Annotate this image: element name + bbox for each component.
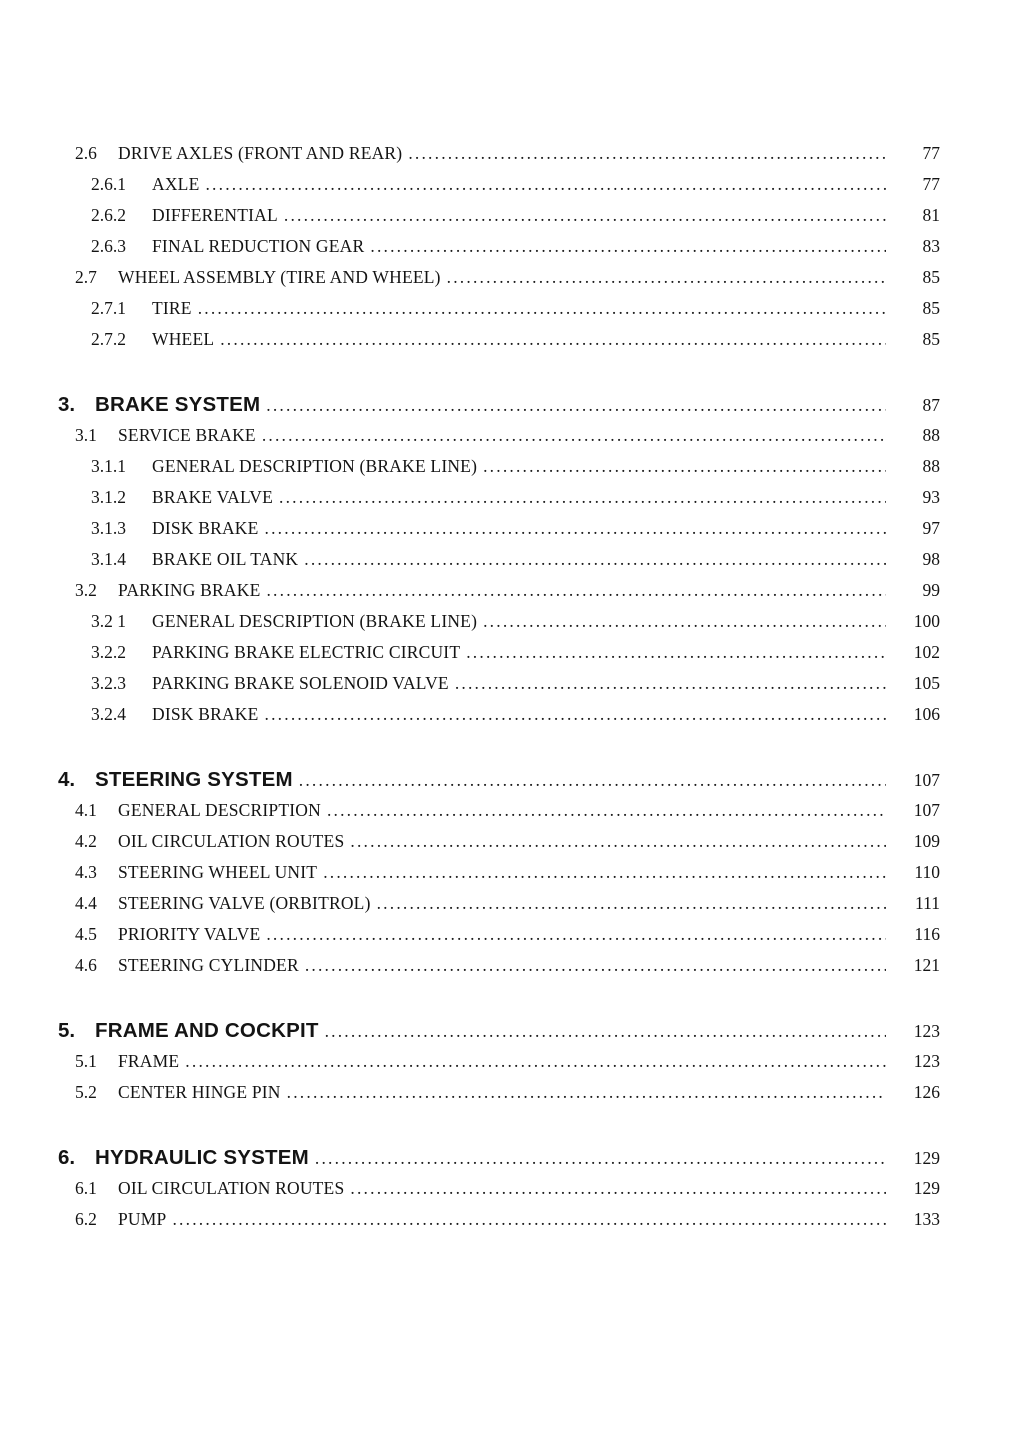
toc-entry [0, 138, 940, 169]
entry-number: 3.2.3 [91, 673, 126, 693]
toc-entry [0, 1204, 940, 1235]
toc-chapter-entry [0, 1015, 940, 1046]
toc-entry [0, 451, 940, 482]
entry-page: 123 [913, 1051, 940, 1071]
entry-title: GENERAL DESCRIPTION (BRAKE LINE) [152, 456, 478, 476]
dot-leader [447, 262, 886, 293]
toc-entry [0, 950, 940, 981]
toc-entry [0, 795, 940, 826]
entry-page: 126 [913, 1082, 940, 1102]
entry-title: STEERING CYLINDER [118, 955, 299, 975]
entry-page: 93 [922, 487, 940, 507]
entry-page: 111 [915, 893, 940, 913]
entry-page: 85 [922, 298, 940, 318]
dot-leader [172, 1204, 886, 1235]
entry-number: 3.2 1 [91, 611, 126, 631]
dot-leader [265, 699, 886, 730]
dot-leader [323, 857, 886, 888]
toc-entry [0, 262, 940, 293]
toc-entry [0, 637, 940, 668]
entry-title: STEERING SYSTEM [95, 768, 293, 791]
dot-leader [220, 324, 886, 355]
entry-page: 110 [914, 862, 940, 882]
toc-entry [0, 1077, 940, 1108]
entry-title: OIL CIRCULATION ROUTES [118, 1178, 345, 1198]
dot-leader [466, 637, 886, 668]
toc-chapter-entry [0, 389, 940, 420]
toc-entry [0, 699, 940, 730]
entry-page: 97 [922, 518, 940, 538]
dot-leader [370, 231, 886, 262]
toc-entry [0, 857, 940, 888]
toc-list [0, 138, 940, 1235]
toc-entry [0, 293, 940, 324]
entry-number: 2.7.1 [91, 298, 126, 318]
dot-leader [185, 1046, 886, 1077]
toc-entry [0, 169, 940, 200]
entry-title: FINAL REDUCTION GEAR [152, 236, 365, 256]
entry-page: 85 [922, 329, 940, 349]
entry-title: SERVICE BRAKE [118, 425, 256, 445]
entry-title: DISK BRAKE [152, 518, 259, 538]
entry-title: BRAKE VALVE [152, 487, 274, 507]
dot-leader [483, 606, 886, 637]
entry-title: BRAKE OIL TANK [152, 549, 299, 569]
entry-title: CENTER HINGE PIN [118, 1082, 281, 1102]
toc-entry [0, 513, 940, 544]
entry-page: 99 [922, 580, 940, 600]
entry-page: 100 [913, 611, 940, 631]
entry-page: 121 [913, 955, 940, 975]
dot-leader [327, 795, 886, 826]
entry-number: 4.2 [75, 831, 97, 851]
entry-number: 6.1 [75, 1178, 97, 1198]
toc-entry [0, 200, 940, 231]
entry-number: 4.3 [75, 862, 97, 882]
entry-page: 106 [913, 704, 940, 724]
entry-number: 4.5 [75, 924, 97, 944]
entry-title: WHEEL [152, 329, 215, 349]
toc-entry [0, 668, 940, 699]
entry-page: 116 [914, 924, 940, 944]
entry-page: 81 [922, 205, 940, 225]
dot-leader [205, 169, 886, 200]
dot-leader [287, 1077, 886, 1108]
entry-title: PARKING BRAKE SOLENOID VALVE [152, 673, 449, 693]
toc-entry [0, 919, 940, 950]
entry-title: BRAKE SYSTEM [95, 393, 261, 416]
dot-leader [198, 293, 886, 324]
entry-number: 2.6.2 [91, 205, 126, 225]
entry-title: PUMP [118, 1209, 167, 1229]
entry-number: 3.1.3 [91, 518, 126, 538]
entry-title: DIFFERENTIAL [152, 205, 278, 225]
entry-number: 3.1 [75, 425, 97, 445]
entry-page: 133 [913, 1209, 940, 1229]
entry-title: DISK BRAKE [152, 704, 259, 724]
entry-page: 83 [922, 236, 940, 256]
entry-page: 87 [922, 395, 940, 415]
entry-number: 4.6 [75, 955, 97, 975]
entry-number: 3.1.1 [91, 456, 126, 476]
toc-entry [0, 1046, 940, 1077]
entry-page: 107 [913, 800, 940, 820]
entry-title: GENERAL DESCRIPTION [118, 800, 321, 820]
entry-title: WHEEL ASSEMBLY (TIRE AND WHEEL) [118, 267, 441, 287]
entry-title: PRIORITY VALVE [118, 924, 261, 944]
entry-number: 2.7.2 [91, 329, 126, 349]
dot-leader [265, 513, 886, 544]
entry-number: 3.1.4 [91, 549, 126, 569]
entry-title: STEERING VALVE (ORBITROL) [118, 893, 371, 913]
entry-number: 3.1.2 [91, 487, 126, 507]
entry-number: 5. [58, 1019, 76, 1042]
entry-page: 85 [922, 267, 940, 287]
dot-leader [408, 138, 886, 169]
entry-page: 105 [913, 673, 940, 693]
dot-leader [455, 668, 886, 699]
entry-number: 3.2.4 [91, 704, 126, 724]
entry-number: 3.2 [75, 580, 97, 600]
entry-title: TIRE [152, 298, 192, 318]
dot-leader [266, 389, 886, 421]
dot-leader [284, 200, 886, 231]
entry-title: FRAME [118, 1051, 180, 1071]
entry-title: PARKING BRAKE [118, 580, 261, 600]
dot-leader [279, 482, 886, 513]
entry-title: OIL CIRCULATION ROUTES [118, 831, 345, 851]
entry-title: GENERAL DESCRIPTION (BRAKE LINE) [152, 611, 478, 631]
entry-title: DRIVE AXLES (FRONT AND REAR) [118, 143, 403, 163]
entry-number: 5.1 [75, 1051, 97, 1071]
toc-entry [0, 324, 940, 355]
toc-entry [0, 575, 940, 606]
entry-page: 77 [922, 174, 940, 194]
toc-entry [0, 482, 940, 513]
toc-entry [0, 606, 940, 637]
toc-chapter-entry [0, 764, 940, 795]
entry-number: 2.6.3 [91, 236, 126, 256]
entry-title: AXLE [152, 174, 200, 194]
entry-page: 129 [913, 1178, 940, 1198]
dot-leader [325, 1015, 886, 1047]
dot-leader [483, 451, 886, 482]
toc-entry [0, 826, 940, 857]
entry-page: 107 [913, 770, 940, 790]
dot-leader [305, 950, 886, 981]
entry-page: 129 [913, 1148, 940, 1168]
entry-number: 3.2.2 [91, 642, 126, 662]
entry-title: STEERING WHEEL UNIT [118, 862, 318, 882]
entry-number: 2.6.1 [91, 174, 126, 194]
entry-number: 2.7 [75, 267, 97, 287]
entry-page: 77 [922, 143, 940, 163]
dot-leader [377, 888, 886, 919]
toc-entry [0, 420, 940, 451]
dot-leader [315, 1142, 886, 1174]
entry-number: 6.2 [75, 1209, 97, 1229]
dot-leader [266, 575, 886, 606]
toc-chapter-entry [0, 1142, 940, 1173]
dot-leader [266, 919, 886, 950]
entry-number: 2.6 [75, 143, 97, 163]
entry-title: PARKING BRAKE ELECTRIC CIRCUIT [152, 642, 461, 662]
entry-number: 4. [58, 768, 76, 791]
entry-number: 3. [58, 393, 76, 416]
toc-entry [0, 888, 940, 919]
toc-entry [0, 544, 940, 575]
toc-entry [0, 1173, 940, 1204]
entry-page: 109 [913, 831, 940, 851]
entry-page: 102 [913, 642, 940, 662]
toc-entry [0, 231, 940, 262]
entry-title: FRAME AND COCKPIT [95, 1019, 319, 1042]
entry-number: 5.2 [75, 1082, 97, 1102]
entry-page: 123 [913, 1021, 940, 1041]
dot-leader [350, 1173, 886, 1204]
dot-leader [350, 826, 886, 857]
entry-title: HYDRAULIC SYSTEM [95, 1146, 309, 1169]
dot-leader [299, 764, 886, 796]
dot-leader [262, 420, 886, 451]
entry-number: 4.1 [75, 800, 97, 820]
entry-number: 4.4 [75, 893, 97, 913]
entry-page: 88 [922, 425, 940, 445]
dot-leader [304, 544, 886, 575]
entry-page: 98 [922, 549, 940, 569]
entry-number: 6. [58, 1146, 76, 1169]
entry-page: 88 [922, 456, 940, 476]
